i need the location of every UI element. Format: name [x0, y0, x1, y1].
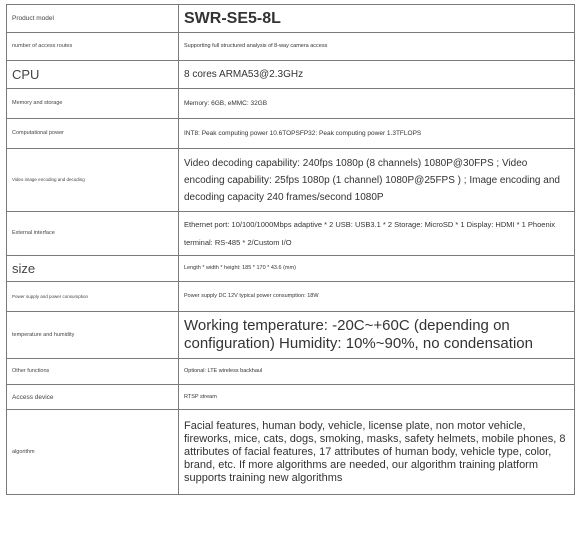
row-value-other: Optional: LTE wireless backhaul: [179, 359, 575, 385]
spec-table: [6, 4, 575, 495]
row-value-product-model: SWR-SE5-8L: [179, 5, 575, 33]
row-value-memory: Memory: 6GB, eMMC: 32GB: [179, 89, 575, 119]
row-key-algorithm: algorithm: [7, 410, 179, 495]
row-value-power: Power supply DC 12V typical power consumption: 18W: [179, 282, 575, 312]
row-value-access-device: RTSP stream: [179, 385, 575, 410]
row-key-video: Video image encoding and decoding: [7, 149, 179, 212]
row-key-interface: External interface: [7, 212, 179, 256]
table-row: [7, 149, 575, 212]
row-value-access-routes: Supporting full structured analysis of 8-way camera access: [179, 33, 575, 61]
row-key-product-model: Product model: [7, 5, 179, 33]
table-row: [7, 385, 575, 410]
row-value-algorithm: Facial features, human body, vehicle, license plate, non motor vehicle, fireworks, mice, cats, dogs, smoking, masks, safety helmets, mobile phones, 8 attributes of facial features, 17 attributes of human body, vehicle type, color, brand, etc. If more algorithms are needed, our algorithm training platform supports training new algorithms: [179, 410, 575, 495]
row-key-access-device: Access device: [7, 385, 179, 410]
row-key-cpu: CPU: [7, 61, 179, 89]
row-key-size: size: [7, 256, 179, 282]
table-row: [7, 282, 575, 312]
row-value-size: Length * width * height: 185 * 170 * 43.6 (mm): [179, 256, 575, 282]
row-key-memory: Memory and storage: [7, 89, 179, 119]
table-row: [7, 410, 575, 495]
table-row: [7, 61, 575, 89]
row-value-temperature: Working temperature: -20C~+60C (depending on configuration) Humidity: 10%~90%, no condensation: [179, 312, 575, 359]
table-row: [7, 89, 575, 119]
row-key-access-routes: number of access routes: [7, 33, 179, 61]
row-key-other: Other functions: [7, 359, 179, 385]
table-row: [7, 359, 575, 385]
table-row: [7, 33, 575, 61]
row-key-temperature: temperature and humidity: [7, 312, 179, 359]
row-value-interface: Ethernet port: 10/100/1000Mbps adaptive * 2 USB: USB3.1 * 2 Storage: MicroSD * 1 Display: HDMI * 1 Phoenix terminal: RS-485 * 2/Custom I/O: [179, 212, 575, 256]
row-key-power: Power supply and power consumption: [7, 282, 179, 312]
table-row: [7, 5, 575, 33]
row-key-compute: Computational power: [7, 119, 179, 149]
table-row: [7, 212, 575, 256]
table-row: [7, 119, 575, 149]
row-value-video: Video decoding capability: 240fps 1080p (8 channels) 1080P@30FPS ; Video encoding capability: 25fps 1080p (1 channel) 1080P@25FPS ) ; Image encoding and decoding capacity 240 frames/second 1080P: [179, 149, 575, 212]
row-value-cpu: 8 cores ARMA53@2.3GHz: [179, 61, 575, 89]
table-row: [7, 312, 575, 359]
row-value-compute: INT8: Peak computing power 10.6TOPSFP32: Peak computing power 1.3TFLOPS: [179, 119, 575, 149]
table-row: [7, 256, 575, 282]
